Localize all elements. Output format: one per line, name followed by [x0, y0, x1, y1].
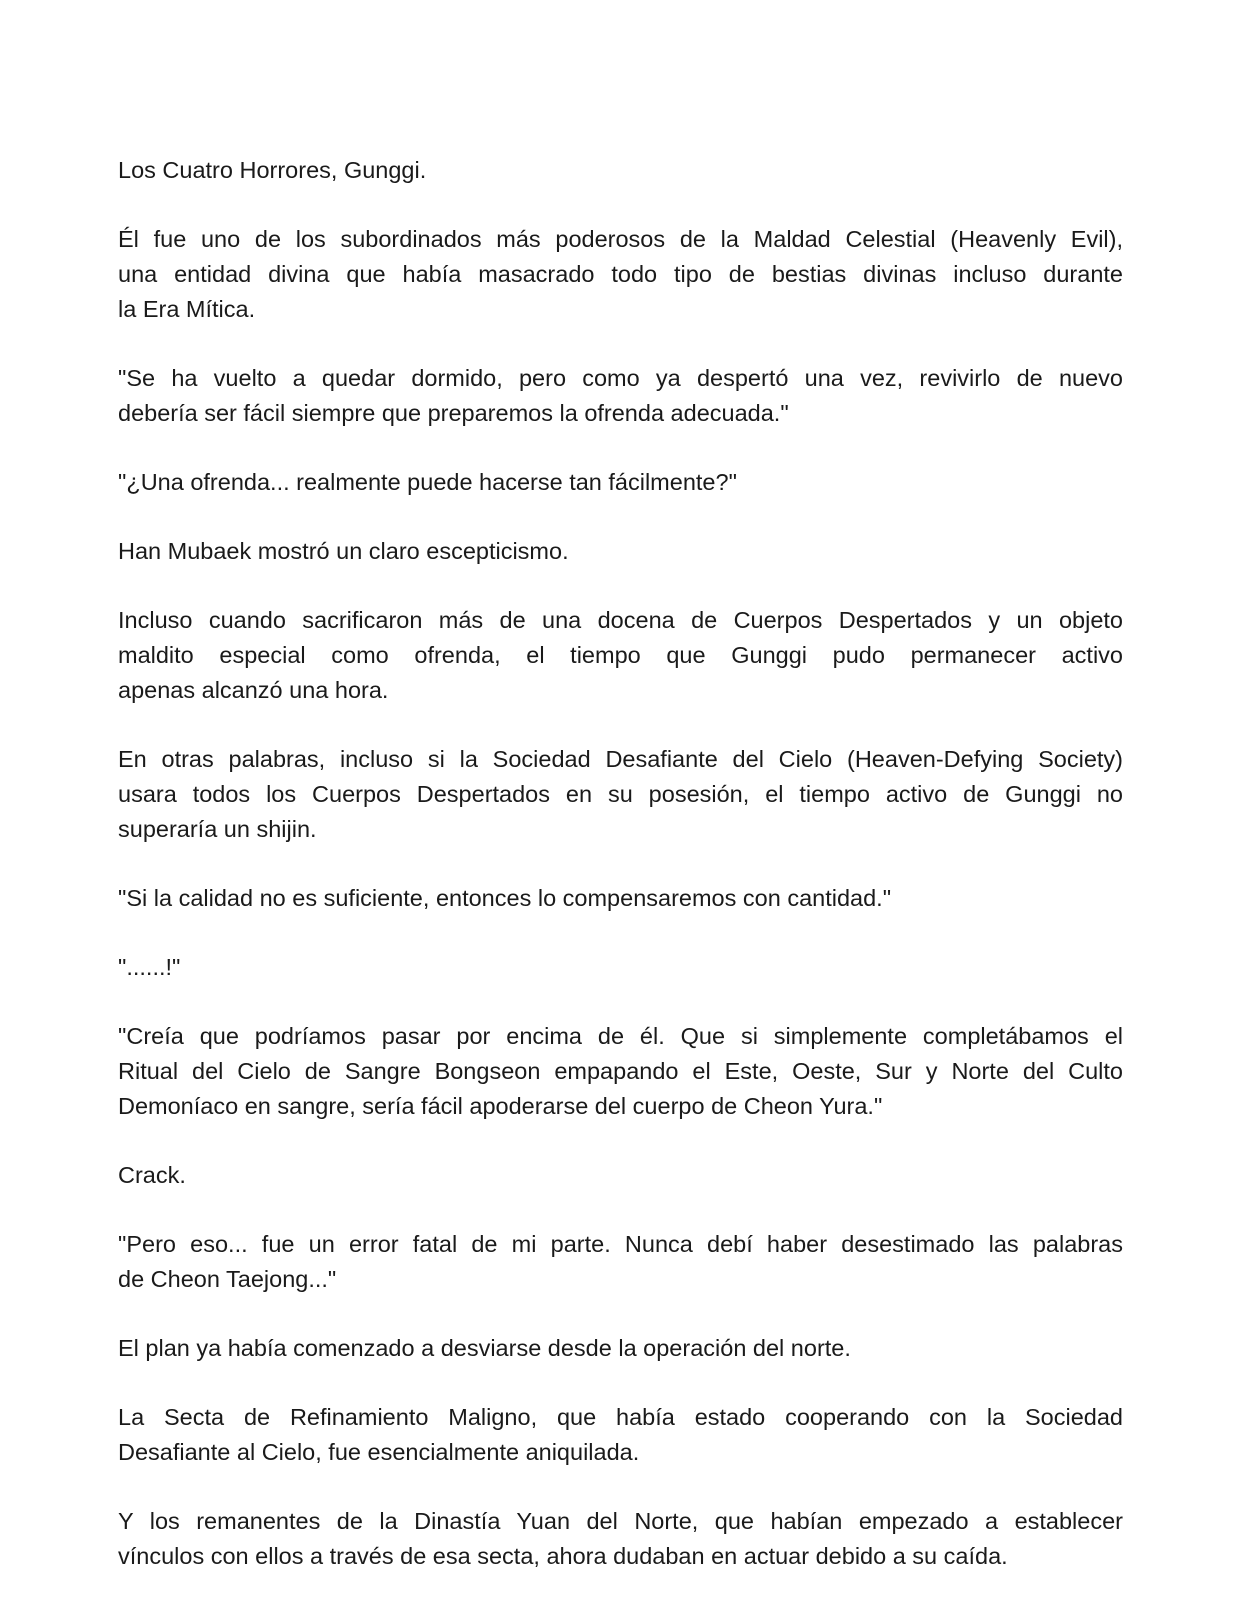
- text-line: "¿Una ofrenda... realmente puede hacerse tan fácilmente?": [118, 469, 737, 495]
- text-line: "Se ha vuelto a quedar dormido, pero como ya despertó una vez, revivirlo de nuevo: [118, 365, 1123, 391]
- text-line: debería ser fácil siempre que preparemos la ofrenda adecuada.": [118, 400, 789, 426]
- text-line: La Secta de Refinamiento Maligno, que había estado cooperando con la Sociedad: [118, 1404, 1123, 1430]
- text-line: "Pero eso... fue un error fatal de mi parte. Nunca debí haber desestimado las palabras: [118, 1231, 1123, 1257]
- text-line: de Cheon Taejong...": [118, 1266, 337, 1292]
- text-line: Crack.: [118, 1162, 186, 1188]
- paragraph: [118, 881, 1123, 916]
- paragraph: [118, 1158, 1123, 1193]
- paragraph: [118, 222, 1123, 327]
- paragraph: [118, 1019, 1123, 1124]
- text-line: Han Mubaek mostró un claro escepticismo.: [118, 538, 569, 564]
- text-line: Él fue uno de los subordinados más poderosos de la Maldad Celestial (Heavenly Evil),: [118, 226, 1123, 252]
- text-line: la Era Mítica.: [118, 296, 256, 322]
- paragraph: [118, 950, 1123, 985]
- text-line: una entidad divina que había masacrado todo tipo de bestias divinas incluso durante: [118, 261, 1123, 287]
- paragraph: [118, 742, 1123, 847]
- text-line: "Creía que podríamos pasar por encima de él. Que si simplemente completábamos el: [118, 1023, 1123, 1049]
- text-line: apenas alcanzó una hora.: [118, 677, 389, 703]
- document-body: [118, 153, 1123, 1608]
- text-line: Ritual del Cielo de Sangre Bongseon empapando el Este, Oeste, Sur y Norte del Culto: [118, 1058, 1123, 1084]
- text-line: Demoníaco en sangre, sería fácil apoderarse del cuerpo de Cheon Yura.": [118, 1093, 883, 1119]
- paragraph: [118, 1331, 1123, 1366]
- paragraph: [118, 1227, 1123, 1297]
- paragraph: [118, 1400, 1123, 1470]
- paragraph: [118, 603, 1123, 708]
- text-line: usara todos los Cuerpos Despertados en su posesión, el tiempo activo de Gunggi no: [118, 781, 1123, 807]
- text-line: superaría un shijin.: [118, 816, 317, 842]
- text-line: El plan ya había comenzado a desviarse desde la operación del norte.: [118, 1335, 851, 1361]
- text-line: Y los remanentes de la Dinastía Yuan del Norte, que habían empezado a establecer: [118, 1508, 1123, 1534]
- text-line: "......!": [118, 954, 181, 980]
- text-line: vínculos con ellos a través de esa secta, ahora dudaban en actuar debido a su caída.: [118, 1543, 1008, 1569]
- text-line: Los Cuatro Horrores, Gunggi.: [118, 157, 427, 183]
- text-line: "Si la calidad no es suficiente, entonces lo compensaremos con cantidad.": [118, 885, 892, 911]
- paragraph: [118, 1504, 1123, 1574]
- paragraph: [118, 465, 1123, 500]
- text-line: En otras palabras, incluso si la Sociedad Desafiante del Cielo (Heaven-Defying Society): [118, 746, 1123, 772]
- paragraph: [118, 534, 1123, 569]
- text-line: maldito especial como ofrenda, el tiempo que Gunggi pudo permanecer activo: [118, 642, 1123, 668]
- paragraph: [118, 361, 1123, 431]
- text-line: Incluso cuando sacrificaron más de una docena de Cuerpos Despertados y un objeto: [118, 607, 1123, 633]
- paragraph: [118, 153, 1123, 188]
- text-line: Desafiante al Cielo, fue esencialmente aniquilada.: [118, 1439, 640, 1465]
